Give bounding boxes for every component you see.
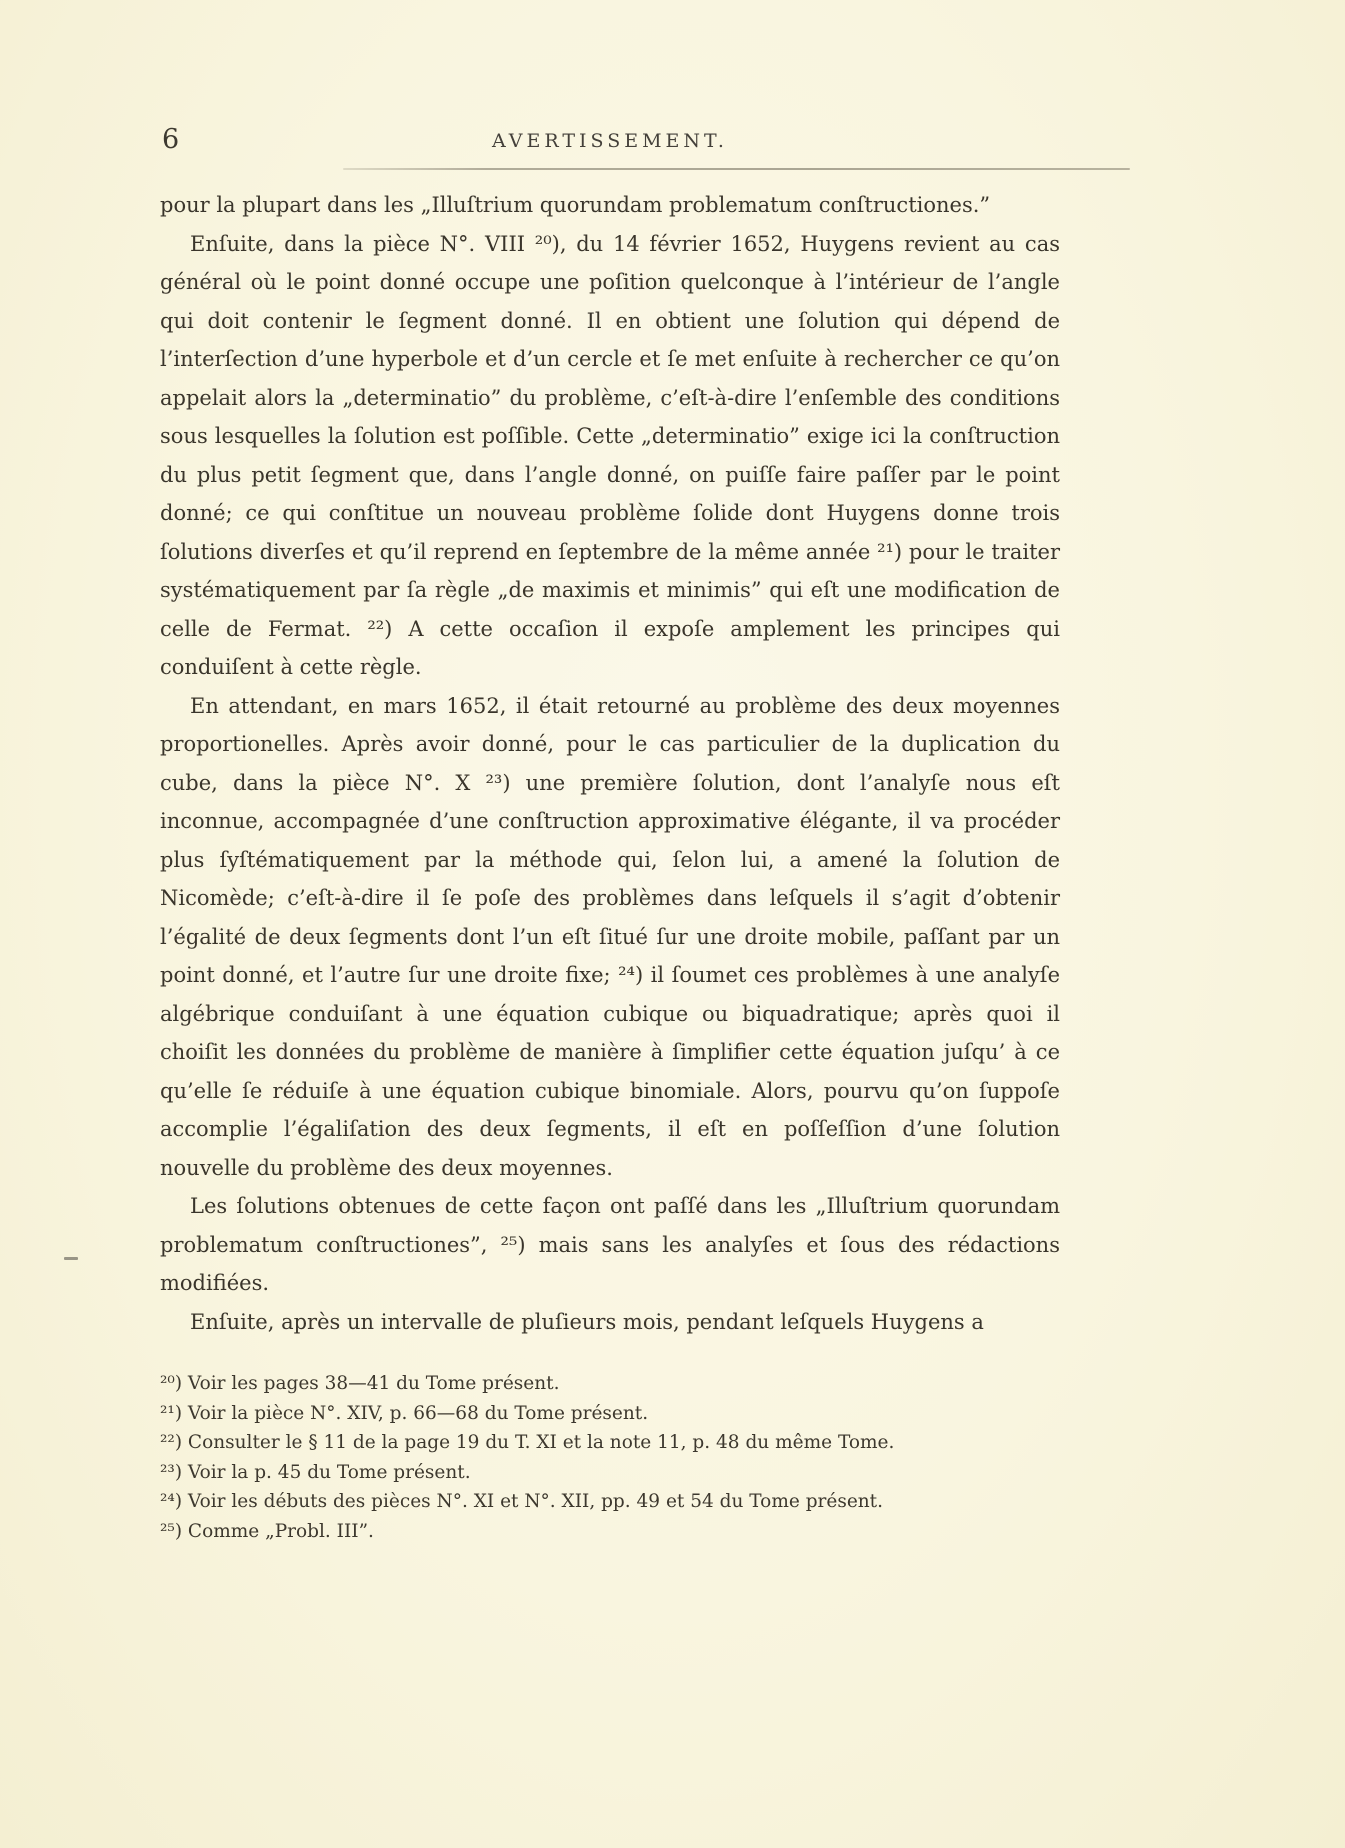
page-content bbox=[160, 124, 1060, 1546]
footnotes bbox=[160, 1369, 1060, 1546]
paragraph: Les ſolutions obtenues de cette façon ont paſſé dans les „Illuſtrium quorundam problematum conſtructiones”, ²⁵) mais sans les analyſes et ſous des rédactions modifiées. bbox=[160, 1194, 1060, 1295]
paragraph: pour la plupart dans les „Illuſtrium quorundam problematum conſtructiones.” bbox=[160, 193, 991, 217]
footnote: ²⁵) Comme „Probl. III”. bbox=[160, 1520, 374, 1542]
header-rule bbox=[343, 168, 1130, 170]
page-header bbox=[160, 124, 1060, 160]
body-text bbox=[160, 186, 1060, 1341]
footnote: ²⁴) Voir les débuts des pièces N°. XI et N°. XII, pp. 49 et 54 du Tome présent. bbox=[160, 1491, 883, 1512]
running-title: AVERTISSEMENT. bbox=[492, 130, 728, 152]
footnote: ²²) Consulter le § 11 de la page 19 du T. XI et la note 11, p. 48 du même Tome. bbox=[160, 1432, 895, 1453]
paragraph: En attendant, en mars 1652, il était retourné au problème des deux moyennes proportionelles. Après avoir donné, pour le cas particulier de la duplication du cube, dans la pièce N°. X ²³) une première ſolution, dont l’analyſe nous eſt inconnue, accompagnée d’une conſtruction approximative élégante, il va procéder plus ſyſtématiquement par la méthode qui, ſelon lui, a amené la ſolution de Nicomède; c’eſt-à-dire il ſe poſe des problèmes dans leſquels il s’agit d’obtenir l’égalité de deux ſegments dont l’un eſt ſitué ſur une droite mobile, paſſant par un point donné, et l’autre ſur une droite fixe; ²⁴) il ſoumet ces problèmes à une analyſe algébrique conduiſant à une équation cubique ou biquadratique; après quoi il choiſit les données du problème de manière à ſimplifier cette équation juſqu’ à ce qu’elle ſe réduiſe à une équation cubique binomiale. Alors, pourvu qu’on ſuppoſe accomplie l’égaliſation des deux ſegments, il eſt en poſſeſſion d’une ſolution nouvelle du problème des deux moyennes. bbox=[160, 693, 1060, 1180]
footnote: ²³) Voir la p. 45 du Tome présent. bbox=[160, 1461, 471, 1483]
margin-mark bbox=[64, 1257, 78, 1260]
footnote: ²⁰) Voir les pages 38—41 du Tome présent. bbox=[160, 1373, 560, 1394]
paragraph: Enſuite, dans la pièce N°. VIII ²⁰), du 14 février 1652, Huygens revient au cas général où le point donné occupe une poſition quelconque à l’intérieur de l’angle qui doit contenir le ſegment donné. Il en obtient une ſolution qui dépend de l’interſection d’une hyperbole et d’un cercle et ſe met enſuite à rechercher ce qu’on appelait alors la „determinatio” du problème, c’eſt-à-dire l’enſemble des conditions sous lesquelles la ſolution est poſſible. Cette „determinatio” exige ici la conſtruction du plus petit ſegment que, dans l’angle donné, on puiſſe faire paſſer par le point donné; ce qui conſtitue un nouveau problème ſolide dont Huygens donne trois ſolutions diverſes et qu’il reprend en ſeptembre de la même année ²¹) pour le traiter systématiquement par ſa règle „de maximis et minimis” qui eſt une modification de celle de Fermat. ²²) A cette occaſion il expoſe amplement les principes qui conduiſent à cette règle. bbox=[160, 231, 1060, 679]
paragraph: Enſuite, après un intervalle de pluſieurs mois, pendant leſquels Huygens a bbox=[190, 1309, 984, 1334]
footnote: ²¹) Voir la pièce N°. XIV, p. 66—68 du Tome présent. bbox=[160, 1402, 649, 1424]
page-number: 6 bbox=[162, 124, 180, 155]
